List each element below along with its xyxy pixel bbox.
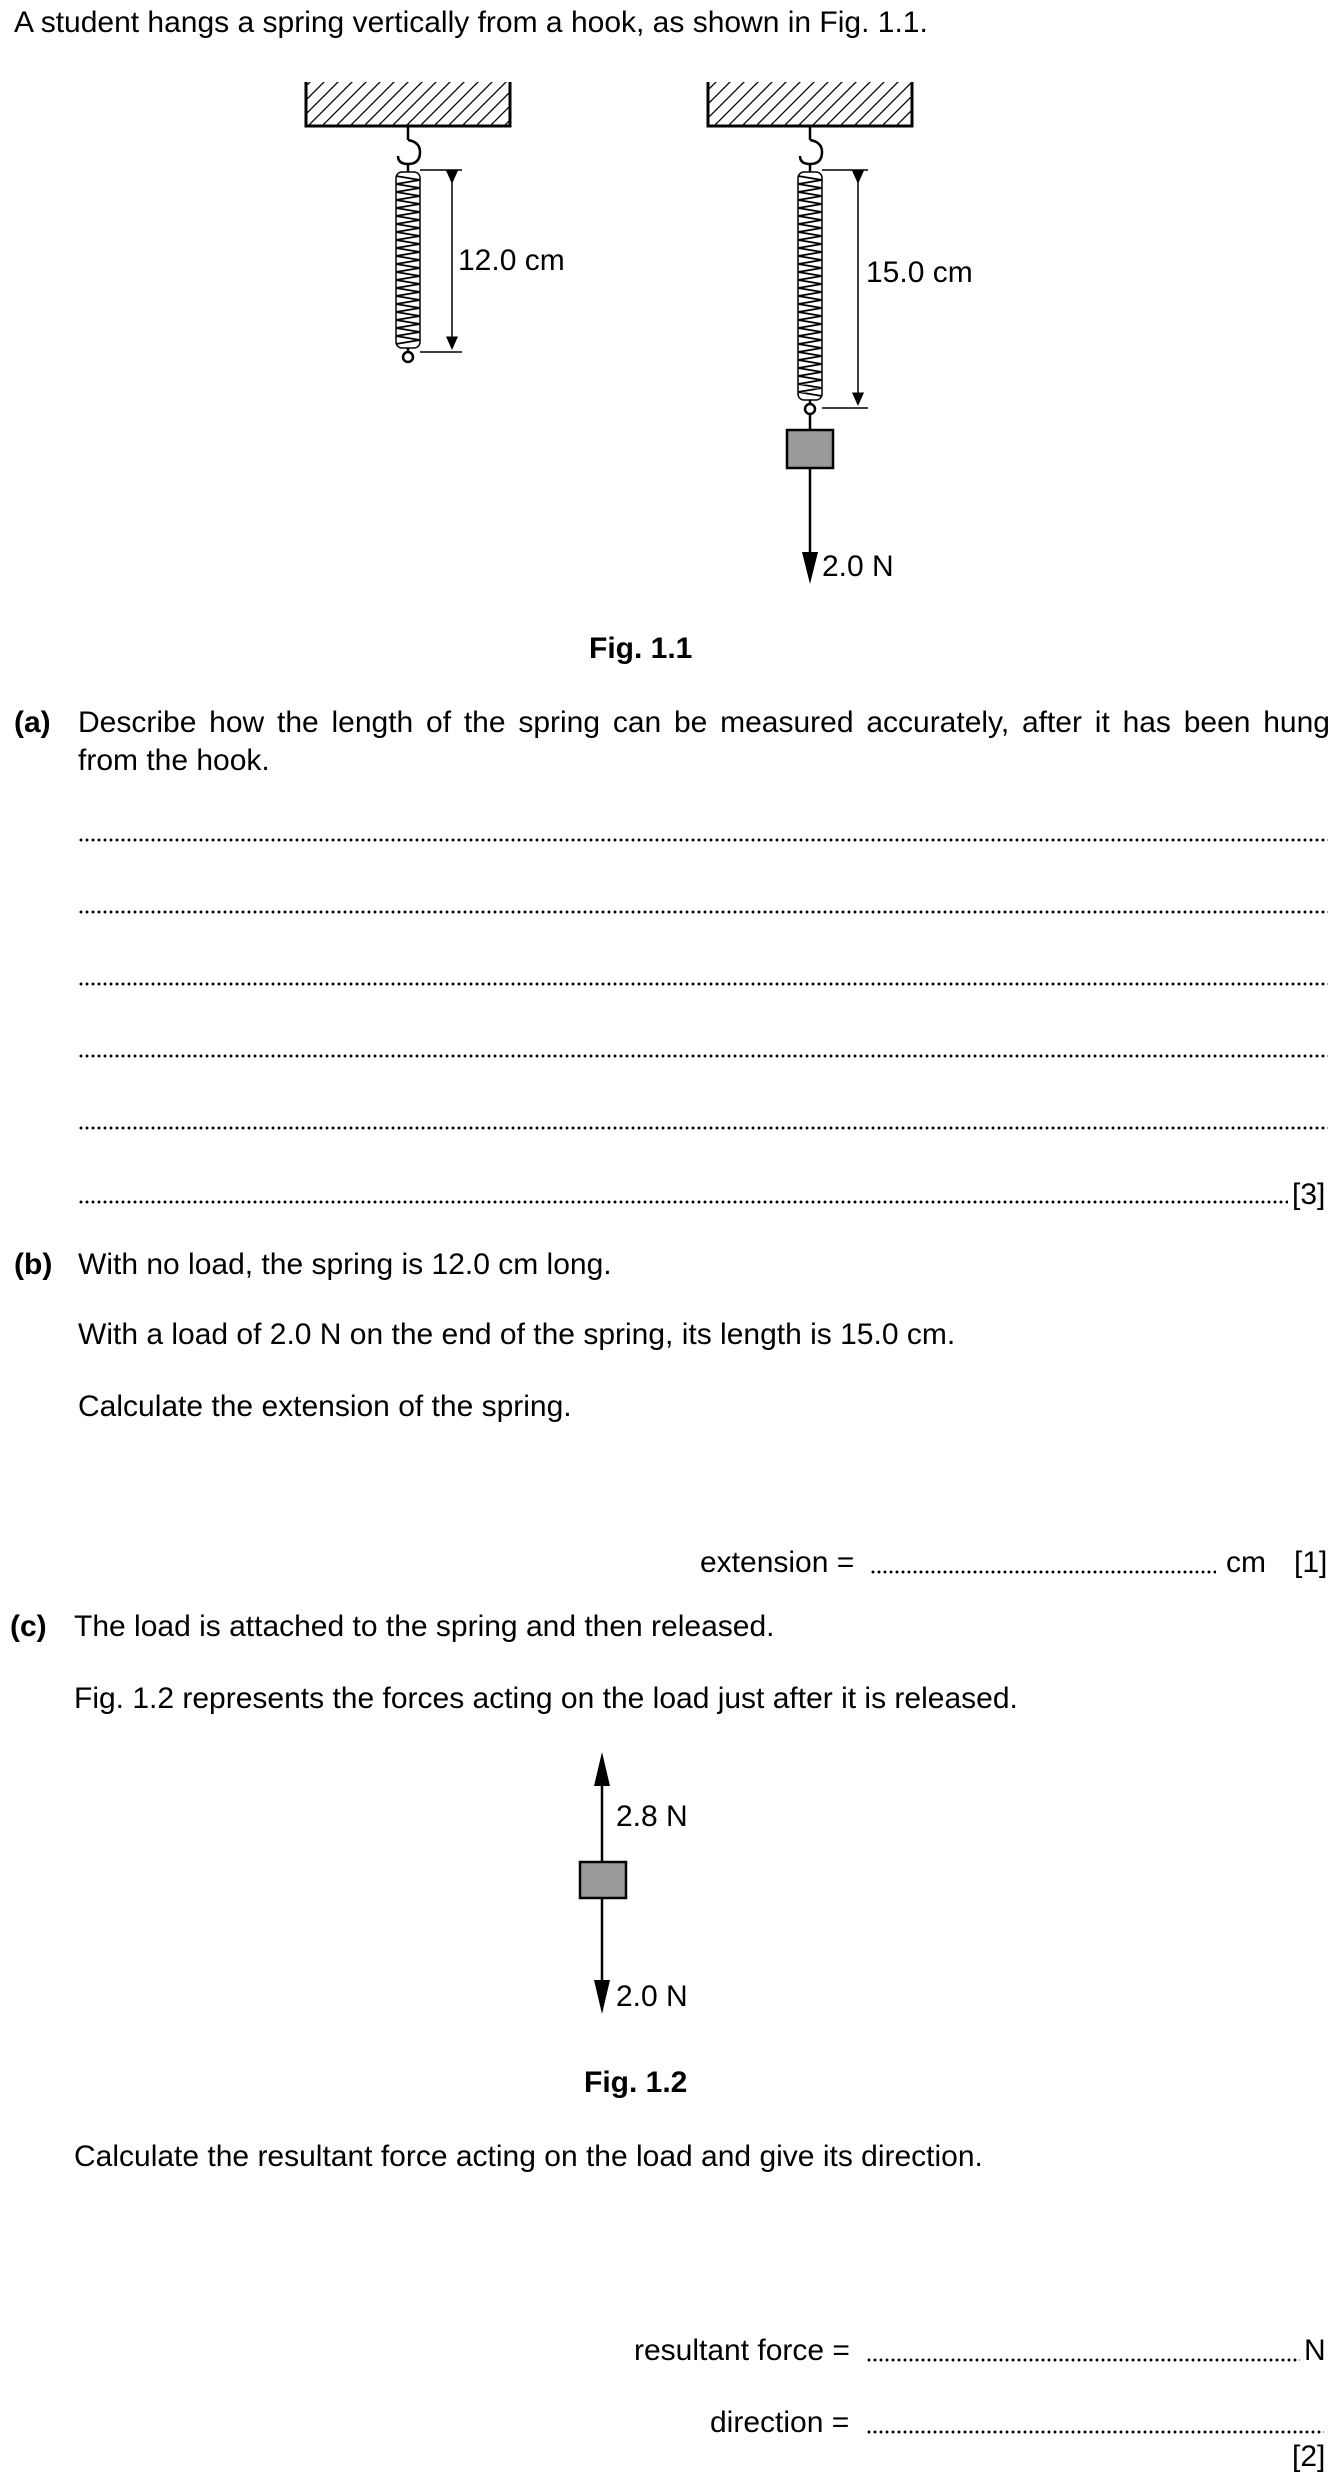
fig1-caption: Fig. 1.1	[589, 632, 693, 665]
part-c-marks: [2]	[1292, 2440, 1326, 2473]
part-a-text-line2: from the hook.	[78, 744, 270, 777]
part-c-line1: The load is attached to the spring and then released.	[74, 1610, 775, 1643]
resultant-force-answer-field[interactable]	[866, 2358, 1300, 2362]
extension-label: extension =	[700, 1546, 855, 1579]
part-b-marks: [1]	[1294, 1546, 1328, 1579]
part-c-line2: Fig. 1.2 represents the forces acting on the load just after it is released.	[74, 1682, 1018, 1715]
load-block-fig2	[580, 1862, 626, 1898]
fig2-label-up: 2.8 N	[616, 1800, 688, 1833]
fig1-label-unloaded: 12.0 cm	[458, 244, 565, 277]
part-b-line1: With no load, the spring is 12.0 cm long.	[78, 1248, 612, 1281]
fig2-caption: Fig. 1.2	[584, 2066, 688, 2099]
part-a-label: (a)	[14, 706, 51, 739]
part-a-marks: [3]	[1292, 1178, 1326, 1211]
part-c-line3: Calculate the resultant force acting on the load and give its direction.	[74, 2140, 983, 2173]
direction-label: direction =	[710, 2406, 850, 2439]
part-c-label: (c)	[10, 1610, 47, 1643]
fig2-label-down: 2.0 N	[616, 1980, 688, 2013]
part-b-line2: With a load of 2.0 N on the end of the spring, its length is 15.0 cm.	[78, 1318, 956, 1351]
extension-unit: cm	[1226, 1546, 1266, 1579]
direction-answer-field[interactable]	[866, 2430, 1324, 2434]
part-b-label: (b)	[14, 1248, 53, 1281]
part-a-text-line1: Describe how the length of the spring can be measured accurately, after it has been hung	[78, 706, 1330, 739]
part-b-line3: Calculate the extension of the spring.	[78, 1390, 572, 1423]
downward-force-arrowhead	[594, 1980, 610, 2014]
fig1-label-force: 2.0 N	[822, 550, 894, 583]
fig1-label-loaded: 15.0 cm	[866, 256, 973, 289]
resultant-force-unit: N	[1304, 2334, 1326, 2367]
resultant-force-label: resultant force =	[634, 2334, 850, 2367]
intro-text: A student hangs a spring vertically from a hook, as shown in Fig. 1.1.	[14, 6, 928, 39]
